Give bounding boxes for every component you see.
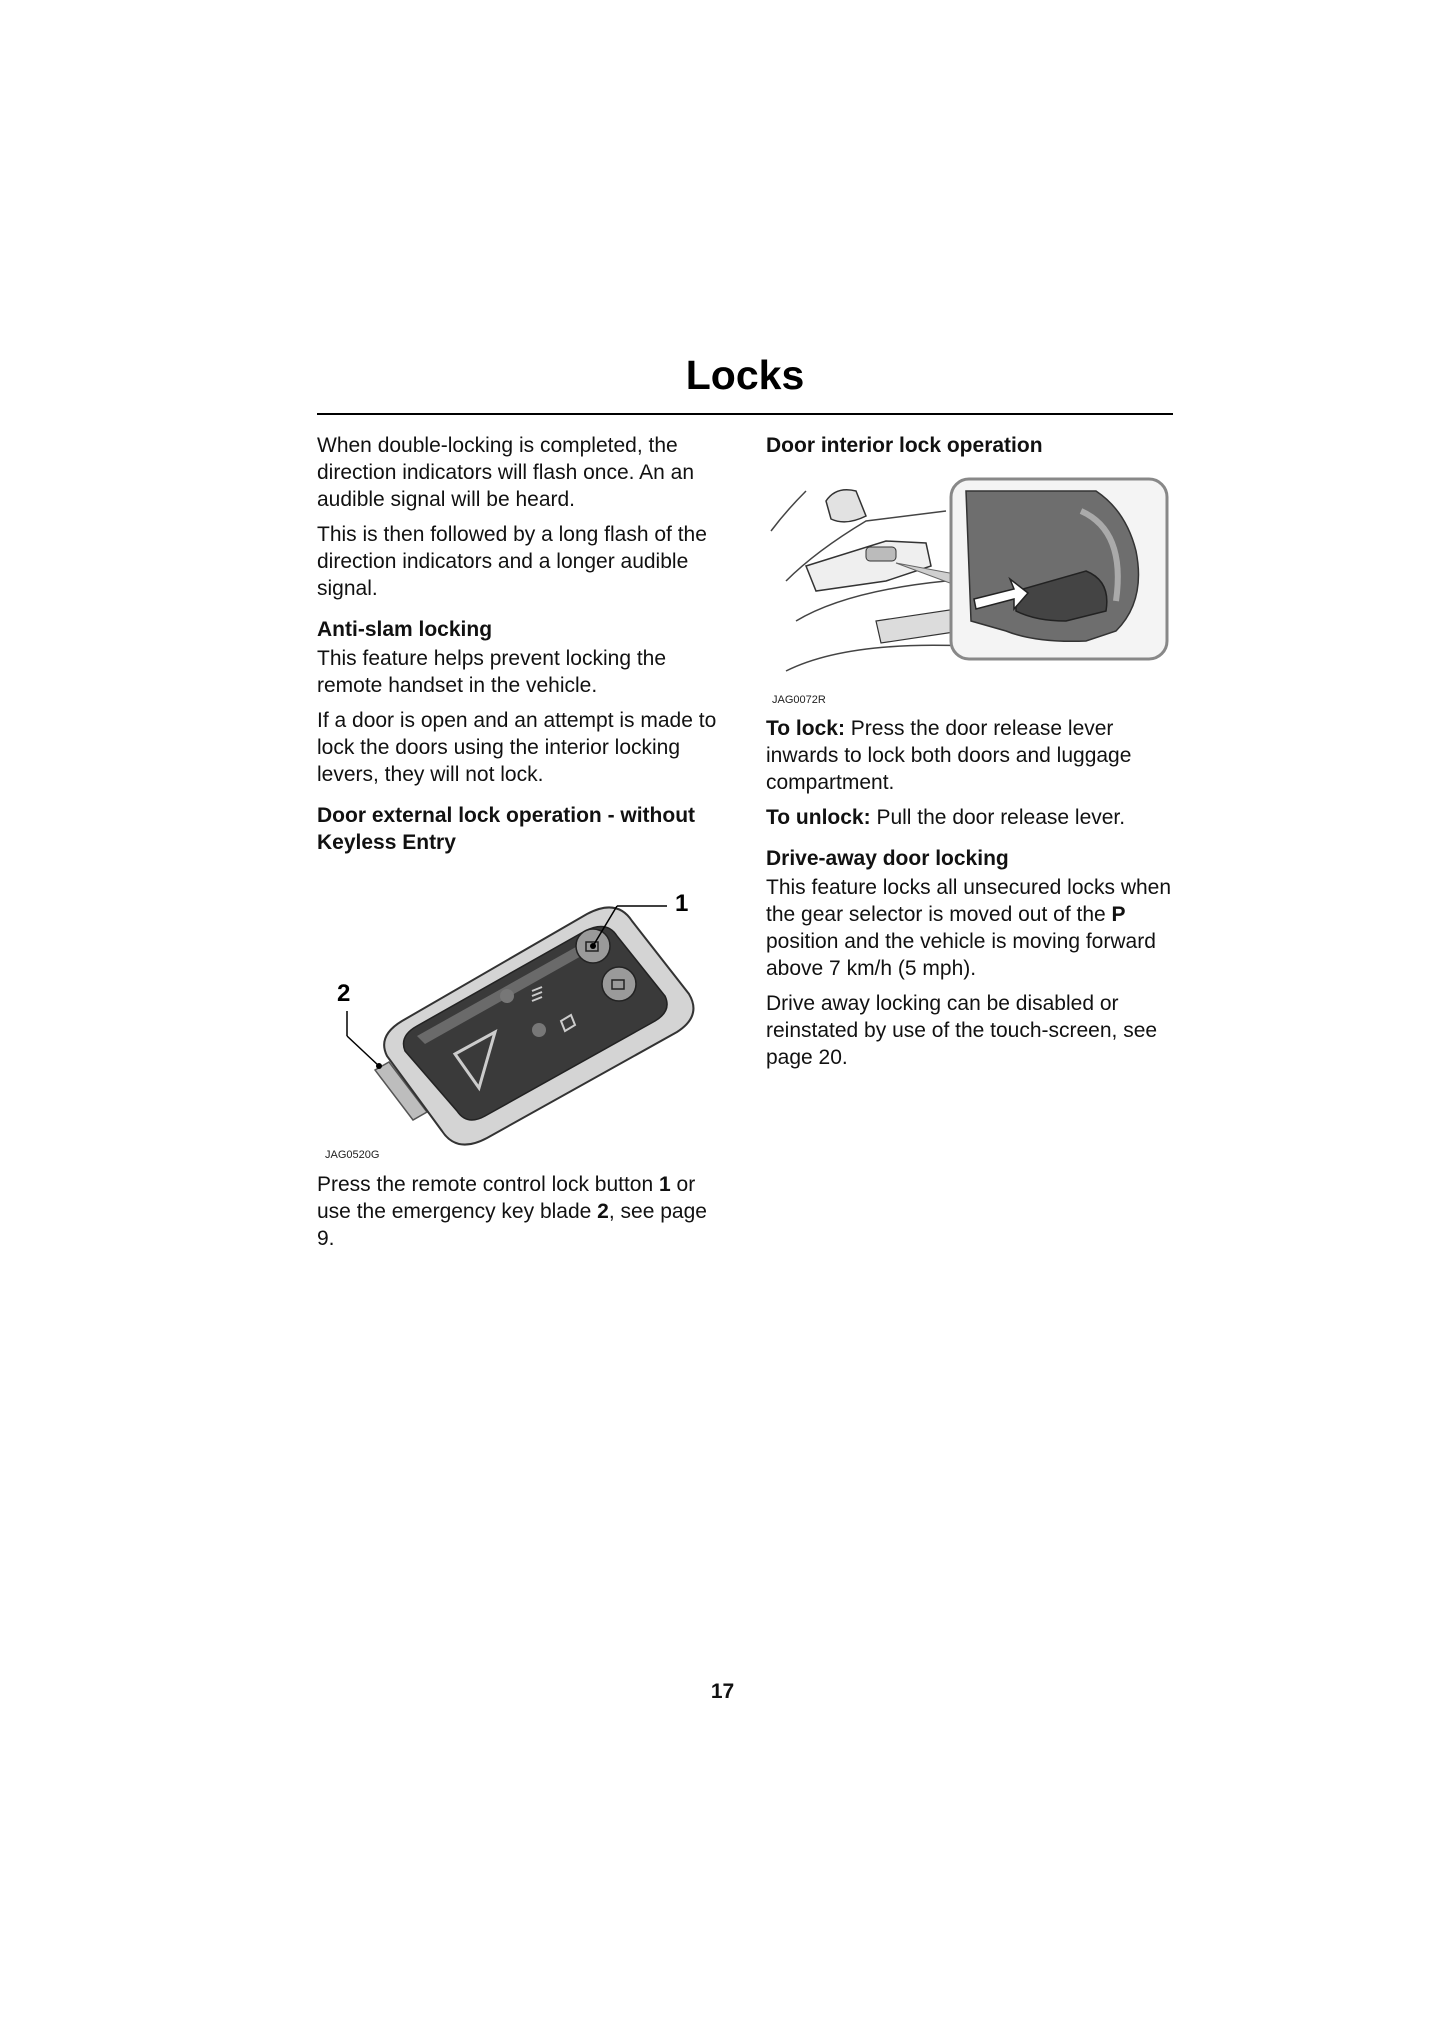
to-lock-paragraph: To lock: Press the door release lever inwards to lock both doors and luggage compartment. [766, 717, 1132, 794]
left-column [317, 432, 723, 1260]
page-title: Locks [685, 352, 805, 398]
page-number: 17 [710, 1680, 735, 1703]
figure-code-door: JAG0072R [772, 694, 826, 706]
callout-1: 1 [675, 890, 689, 917]
figure-code-key: JAG0520G [325, 1149, 380, 1161]
remote-lock-paragraph: Press the remote control lock button 1 or use the emergency key blade 2, see page 9. [317, 1173, 707, 1250]
drive-away-heading: Drive-away door locking [766, 847, 1009, 870]
anti-slam-paragraph-1: This feature helps prevent locking the remote handset in the vehicle. [317, 647, 667, 697]
anti-slam-heading: Anti-slam locking [317, 618, 493, 641]
external-lock-heading: Door external lock operation - without Keyless Entry [317, 804, 696, 854]
anti-slam-paragraph-2: If a door is open and an attempt is made to lock the doors using the interior locking levers, they will not lock. [317, 709, 717, 786]
right-column [766, 432, 1173, 1079]
remote-key-illustration [317, 876, 723, 1159]
title-rule [317, 413, 1173, 415]
callout-2: 2 [337, 980, 351, 1007]
interior-lock-heading: Door interior lock operation [766, 434, 1043, 457]
drive-away-paragraph-1: This feature locks all unsecured locks when the gear selector is moved out of the P position and the vehicle is moving forward above 7 km/h (5 mph). [766, 876, 1172, 980]
remote-key-figure [317, 876, 723, 1159]
double-lock-paragraph: When double-locking is completed, the direction indicators will flash once. An an audible signal will be heard. [317, 434, 695, 511]
to-unlock-paragraph: To unlock: Pull the door release lever. [766, 806, 1126, 829]
door-interior-figure [766, 471, 1173, 706]
drive-away-paragraph-2: Drive away locking can be disabled or reinstated by use of the touch-screen, see page 20. [766, 992, 1158, 1069]
door-interior-illustration [766, 471, 1173, 703]
long-flash-paragraph: This is then followed by a long flash of the direction indicators and a longer audible signal. [317, 523, 707, 600]
